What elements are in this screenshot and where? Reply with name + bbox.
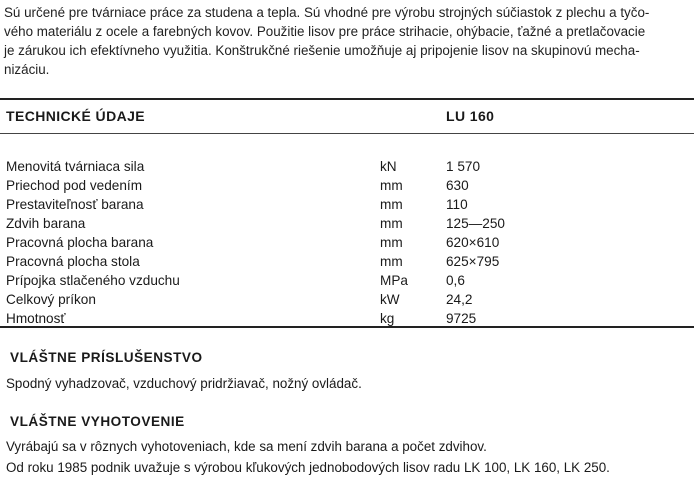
spec-unit: mm <box>380 178 403 193</box>
spec-value: 620×610 <box>446 235 500 250</box>
spec-name: Prípojka stlačeného vzduchu <box>6 273 180 288</box>
model-heading: LU 160 <box>446 108 495 124</box>
spec-name: Pracovná plocha stola <box>6 254 140 269</box>
spec-unit: mm <box>380 216 403 231</box>
spec-value: 630 <box>446 178 469 193</box>
design-text-line: Vyrábajú sa v rôznych vyhotoveniach, kde sa mení zdvih barana a počet zdvihov. <box>6 439 487 454</box>
spec-name: Prestaviteľnosť barana <box>6 197 144 212</box>
spec-row <box>0 233 694 252</box>
intro-paragraph <box>4 3 694 79</box>
spec-row <box>0 290 694 309</box>
table-header-rule <box>0 133 694 134</box>
spec-unit: MPa <box>380 273 408 288</box>
spec-name: Pracovná plocha barana <box>6 235 154 250</box>
spec-row <box>0 195 694 214</box>
spec-value: 125—250 <box>446 216 505 231</box>
spec-row <box>0 252 694 271</box>
spec-name: Zdvih barana <box>6 216 86 231</box>
design-text-line: Od roku 1985 podnik uvažuje s výrobou kľukových jednobodových lisov radu LK 100, LK 160, LK 250. <box>6 460 610 475</box>
spec-unit: mm <box>380 197 403 212</box>
design-heading: VLÁŠTNE VYHOTOVENIE <box>10 414 185 429</box>
accessories-text: Spodný vyhadzovač, vzduchový pridržiavač, nožný ovládač. <box>6 376 362 391</box>
spec-unit: kN <box>380 159 397 174</box>
spec-value: 1 570 <box>446 159 481 174</box>
spec-name: Priechod pod vedením <box>6 178 143 193</box>
spec-unit: mm <box>380 235 403 250</box>
spec-row <box>0 176 694 195</box>
accessories-heading: VLÁŠTNE PRÍSLUŠENSTVO <box>10 350 203 365</box>
table-bottom-rule <box>0 326 694 328</box>
spec-name: Celkový príkon <box>6 292 96 307</box>
spec-value: 110 <box>446 197 468 212</box>
table-heading: TECHNICKÉ ÚDAJE <box>6 108 146 124</box>
spec-row <box>0 157 694 176</box>
intro-line: vého materiálu z ocele a farebných kovov. Použitie lisov pre práce strihacie, ohýbacie, ťažné a pretlačovacie <box>4 24 646 39</box>
spec-name: Menovitá tvárniaca sila <box>6 159 145 174</box>
spec-unit: kW <box>380 292 400 307</box>
spec-value: 625×795 <box>446 254 500 269</box>
spec-value: 24,2 <box>446 292 473 307</box>
spec-table <box>0 157 694 328</box>
intro-line: je zárukou ich efektívneho využitia. Konštrukčné riešenie umožňuje aj pripojenie lisov na skupinovú mecha- <box>4 43 640 58</box>
spec-value: 9725 <box>446 311 477 326</box>
intro-line: Sú určené pre tvárniace práce za studena a tepla. Sú vhodné pre výrobu strojných súčiastok z plechu a tyčo- <box>4 5 650 20</box>
spec-row <box>0 214 694 233</box>
spec-value: 0,6 <box>446 273 465 288</box>
spec-unit: kg <box>380 311 395 326</box>
spec-name: Hmotnosť <box>6 311 66 326</box>
spec-row <box>0 271 694 290</box>
table-top-rule <box>0 98 694 100</box>
spec-unit: mm <box>380 254 403 269</box>
intro-line: nizáciu. <box>4 62 50 77</box>
